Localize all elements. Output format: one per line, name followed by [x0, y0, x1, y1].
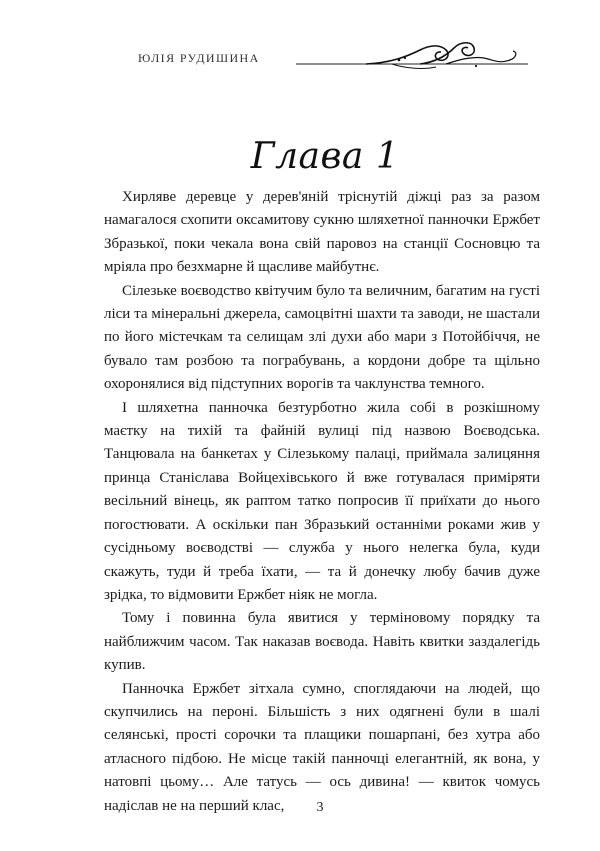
paragraph: Сілезьке воєводство квітучим було та величним, багатим на густі ліси та мінеральні джерела, самоцвітні шахти та заводи, не шастали по його містечкам та селищам злі духи або мари з Потойбіччя, не бувало там розбою та пограбувань, а кордони добре та щільно охоронялися від підступних ворогів та чаклунства темного. [104, 282, 540, 393]
paragraph: Тому і повинна була явитися у терміновому порядку та найближчим часом. Так наказав воєвода. Навіть квитки заздалегідь купив. [104, 610, 540, 674]
flourish-ornament-icon [296, 38, 528, 72]
chapter-title: Глава 1 [250, 136, 400, 177]
paragraph: Панночка Ержбет зітхала сумно, споглядаючи на людей, що скупчились на пероні. Більшість з них одягнені були в шалі селянські, прості сорочки та плащики пошарпані, без хутра або атласного підбою. Не місце такій панночці елегантній, як вона, у натовпі цьому… Але татусь — ось дивина! — квиток чомусь надіслав не на перший клас, [104, 680, 540, 814]
page-number: 3 [316, 800, 324, 815]
chapter-body [104, 186, 540, 818]
paragraph: Хирляве деревце у дерев'яній тріснутій діжці раз за разом намагалося схопити оксамитову сукню шляхетної панночки Ержбет Збразької, поки чекала вона свій паровоз на станції Сосновцю та мріяла про безхмарне й щасливе майбутнє. [104, 189, 540, 276]
running-header [0, 0, 600, 90]
paragraph: І шляхетна панночка безтурботно жила собі в розкішному маєтку на тихій та файній вулиці під назвою Воєводська. Танцювала на банкетах у Сілезькому палаці, приймала залицяння принца Станіслава Войцехівського й вже готувалася приміряти весільний вінець, як раптом татко попросив її приїхати до нього погостювати. А оскільки пан Збразький останніми роками жив у сусідньому воєводстві — служба у нього нелегка була, куди скажуть, туди й треба їхати, — та й донечку любу бачив дуже зрідка, то відмовити Ержбет ніяк не могла. [104, 399, 540, 603]
author-name: ЮЛІЯ РУДИШИНА [138, 51, 260, 65]
